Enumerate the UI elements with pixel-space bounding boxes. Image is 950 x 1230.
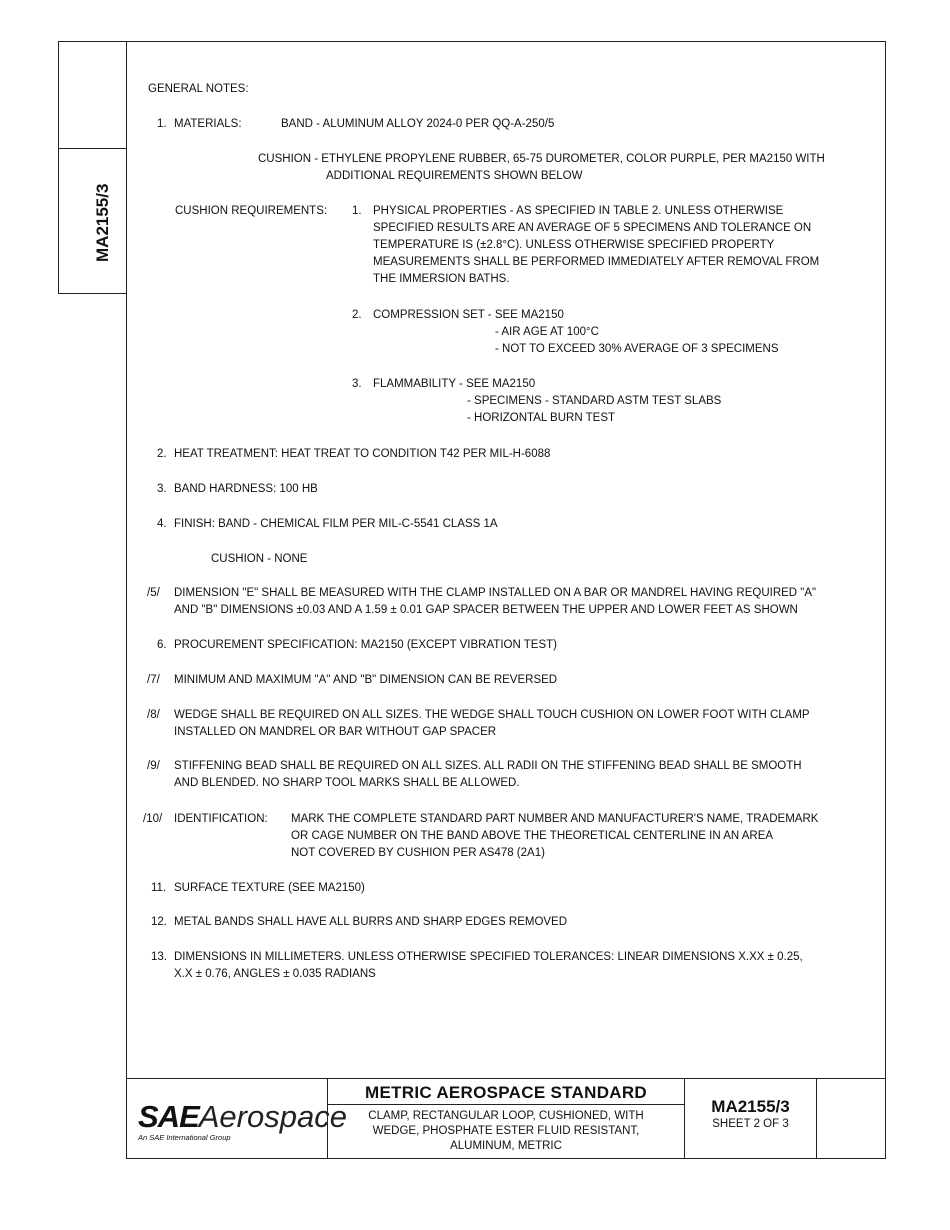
- note-text: DIMENSION "E" SHALL BE MEASURED WITH THE CLAMP INSTALLED ON A BAR OR MANDREL HAVING REQUIRED "A": [174, 587, 817, 599]
- note-text: MINIMUM AND MAXIMUM "A" AND "B" DIMENSION CAN BE REVERSED: [174, 674, 558, 686]
- part-number: MA2155/3: [711, 1097, 790, 1116]
- standard-description: [328, 1105, 684, 1154]
- logo-aerospace: Aerospace: [198, 1099, 347, 1134]
- note-number: 2.: [157, 448, 167, 460]
- logo-cell: [126, 1079, 347, 1159]
- note-label: IDENTIFICATION:: [174, 813, 268, 825]
- flag-note-number: /10/: [143, 813, 163, 825]
- logo-sae: SAE: [138, 1099, 199, 1134]
- note-text: MARK THE COMPLETE STANDARD PART NUMBER AND MANUFACTURER'S NAME, TRADEMARK: [291, 813, 819, 825]
- note-text: BAND HARDNESS: 100 HB: [174, 483, 318, 495]
- note-text: STIFFENING BEAD SHALL BE REQUIRED ON ALL SIZES. ALL RADII ON THE STIFFENING BEAD SHALL BE SMOOTH: [174, 760, 802, 772]
- logo-tagline: An SAE International Group: [138, 1133, 231, 1142]
- note-text: NOT COVERED BY CUSHION PER AS478 (2A1): [291, 847, 545, 859]
- note-text: COMPRESSION SET - SEE MA2150: [373, 309, 564, 321]
- note-text: BAND - ALUMINUM ALLOY 2024-0 PER QQ-A-250/5: [281, 118, 555, 130]
- note-text: MEASUREMENTS SHALL BE PERFORMED IMMEDIATELY AFTER REMOVAL FROM: [373, 256, 820, 268]
- description-line: ALUMINUM, METRIC: [450, 1140, 562, 1152]
- note-text: THE IMMERSION BATHS.: [373, 273, 510, 285]
- note-text: PHYSICAL PROPERTIES - AS SPECIFIED IN TABLE 2. UNLESS OTHERWISE: [373, 205, 784, 217]
- note-text: X.X ± 0.76, ANGLES ± 0.035 RADIANS: [174, 968, 376, 980]
- side-tab: [58, 41, 127, 294]
- note-text: AND "B" DIMENSIONS ±0.03 AND A 1.59 ± 0.01 GAP SPACER BETWEEN THE UPPER AND LOWER FEET AS SHOWN: [174, 604, 798, 616]
- title-cell: [328, 1079, 685, 1159]
- note-label: MATERIALS:: [174, 118, 242, 130]
- flag-note-number: /5/: [147, 587, 160, 599]
- title-block: [126, 1078, 886, 1160]
- note-number: 3.: [157, 483, 167, 495]
- sub-number: 2.: [352, 309, 362, 321]
- note-number: 13.: [151, 951, 167, 963]
- note-text: INSTALLED ON MANDREL OR BAR WITHOUT GAP SPACER: [174, 726, 497, 738]
- note-number: 12.: [151, 916, 167, 928]
- sae-aerospace-logo: [138, 1101, 347, 1133]
- note-number: 4.: [157, 518, 167, 530]
- note-text: PROCUREMENT SPECIFICATION: MA2150 (EXCEPT VIBRATION TEST): [174, 639, 557, 651]
- note-text: - NOT TO EXCEED 30% AVERAGE OF 3 SPECIMENS: [495, 343, 779, 355]
- notes-heading: GENERAL NOTES:: [148, 83, 249, 95]
- note-text: ADDITIONAL REQUIREMENTS SHOWN BELOW: [326, 170, 583, 182]
- cushion-requirements-label: CUSHION REQUIREMENTS:: [175, 205, 328, 217]
- note-number: 1.: [157, 118, 167, 130]
- note-text: SURFACE TEXTURE (SEE MA2150): [174, 882, 365, 894]
- note-text: SPECIFIED RESULTS ARE AN AVERAGE OF 5 SPECIMENS AND TOLERANCE ON: [373, 222, 812, 234]
- note-text: WEDGE SHALL BE REQUIRED ON ALL SIZES. THE WEDGE SHALL TOUCH CUSHION ON LOWER FOOT WITH CLAMP: [174, 709, 810, 721]
- note-text: - HORIZONTAL BURN TEST: [467, 412, 616, 424]
- flag-note-number: /7/: [147, 674, 160, 686]
- standard-heading: METRIC AEROSPACE STANDARD: [328, 1079, 684, 1105]
- sub-number: 1.: [352, 205, 362, 217]
- note-number: 6.: [157, 639, 167, 651]
- note-text: HEAT TREATMENT: HEAT TREAT TO CONDITION T42 PER MIL-H-6088: [174, 448, 551, 460]
- note-number: 11.: [151, 882, 167, 894]
- part-number-cell: [685, 1079, 817, 1159]
- note-text: CUSHION - ETHYLENE PROPYLENE RUBBER, 65-75 DUROMETER, COLOR PURPLE, PER MA2150 WITH: [258, 153, 825, 165]
- blank-cell: [817, 1079, 886, 1159]
- flag-note-number: /8/: [147, 709, 160, 721]
- note-text: FINISH: BAND - CHEMICAL FILM PER MIL-C-5541 CLASS 1A: [174, 518, 498, 530]
- description-line: CLAMP, RECTANGULAR LOOP, CUSHIONED, WITH: [368, 1110, 644, 1122]
- note-text: METAL BANDS SHALL HAVE ALL BURRS AND SHARP EDGES REMOVED: [174, 916, 568, 928]
- note-text: OR CAGE NUMBER ON THE BAND ABOVE THE THEORETICAL CENTERLINE IN AN AREA: [291, 830, 774, 842]
- note-text: DIMENSIONS IN MILLIMETERS. UNLESS OTHERWISE SPECIFIED TOLERANCES: LINEAR DIMENSIONS X.XX ± 0.25,: [174, 951, 803, 963]
- note-text: TEMPERATURE IS (±2.8°C). UNLESS OTHERWISE SPECIFIED PROPERTY: [373, 239, 775, 251]
- note-text: - AIR AGE AT 100°C: [495, 326, 599, 338]
- tab-divider: [59, 148, 127, 149]
- sub-number: 3.: [352, 378, 362, 390]
- note-text: CUSHION - NONE: [211, 553, 308, 565]
- flag-note-number: /9/: [147, 760, 160, 772]
- note-text: - SPECIMENS - STANDARD ASTM TEST SLABS: [467, 395, 722, 407]
- note-text: AND BLENDED. NO SHARP TOOL MARKS SHALL BE ALLOWED.: [174, 777, 520, 789]
- side-tab-label: MA2155/3: [93, 183, 112, 262]
- description-line: WEDGE, PHOSPHATE ESTER FLUID RESISTANT,: [372, 1125, 640, 1137]
- note-text: FLAMMABILITY - SEE MA2150: [373, 378, 536, 390]
- sheet-number: SHEET 2 OF 3: [712, 1118, 789, 1130]
